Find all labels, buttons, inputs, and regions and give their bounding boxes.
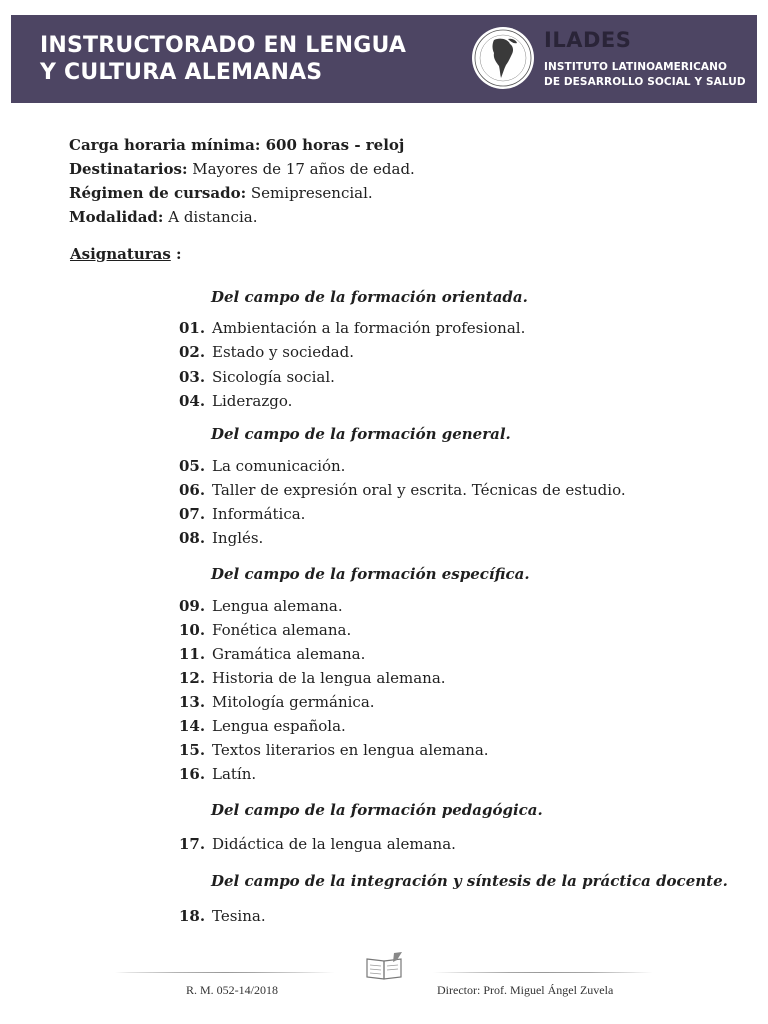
item-number: 16.: [179, 765, 206, 783]
detail-label: Destinatarios:: [69, 160, 188, 178]
list-item: [179, 457, 345, 475]
item-number: 06.: [179, 481, 206, 499]
list-item: [179, 765, 256, 783]
item-text: Lengua española.: [212, 717, 346, 735]
document-header: [11, 15, 757, 103]
item-number: 13.: [179, 693, 206, 711]
detail-line: [69, 205, 415, 229]
footer-divider-left: [115, 971, 335, 973]
item-text: La comunicación.: [212, 457, 346, 475]
brand-subtitle: [544, 60, 746, 90]
item-number: 07.: [179, 505, 206, 523]
item-text: Sicología social.: [212, 368, 335, 386]
item-text: Latín.: [212, 765, 257, 783]
list-item: [179, 669, 446, 687]
subjects-heading-colon: :: [170, 245, 182, 263]
detail-label: Modalidad:: [69, 208, 164, 226]
item-number: 08.: [179, 529, 206, 547]
list-item: [179, 741, 489, 759]
item-number: 04.: [179, 392, 206, 410]
list-item: [179, 368, 335, 386]
detail-label: Carga horaria mínima: 600 horas - reloj: [69, 136, 405, 154]
program-details: [69, 133, 415, 229]
list-item: [179, 319, 525, 337]
item-text: Inglés.: [212, 529, 264, 547]
detail-label: Régimen de cursado:: [69, 184, 247, 202]
item-number: 17.: [179, 835, 206, 853]
item-number: 10.: [179, 621, 206, 639]
item-text: Taller de expresión oral y escrita. Técnicas de estudio.: [212, 481, 626, 499]
list-item: [179, 343, 354, 361]
item-text: Liderazgo.: [212, 392, 293, 410]
section-title: Del campo de la formación pedagógica.: [211, 801, 543, 819]
list-item: [179, 621, 351, 639]
resolution-number: R. M. 052-14/2018: [186, 983, 279, 997]
list-item: [179, 645, 365, 663]
program-title-line-1: INSTRUCTORADO EN LENGUA: [40, 33, 407, 58]
item-number: 18.: [179, 907, 206, 925]
item-number: 14.: [179, 717, 206, 735]
section-title: Del campo de la formación general.: [211, 425, 511, 443]
item-text: Fonética alemana.: [212, 621, 352, 639]
item-text: Informática.: [212, 505, 306, 523]
brand-subtitle-line-1: INSTITUTO LATINOAMERICANO: [544, 61, 728, 73]
section-title: Del campo de la formación orientada.: [211, 288, 528, 306]
item-number: 15.: [179, 741, 206, 759]
item-number: 02.: [179, 343, 206, 361]
item-text: Textos literarios en lengua alemana.: [212, 741, 489, 759]
list-item: [179, 597, 343, 615]
item-text: Lengua alemana.: [212, 597, 343, 615]
director-credit: Director: Prof. Miguel Ángel Zuvela: [437, 983, 614, 997]
brand-name: ILADES: [544, 28, 632, 52]
item-number: 05.: [179, 457, 206, 475]
globe-americas-seal-icon: [472, 27, 534, 89]
program-title-line-2: Y CULTURA ALEMANAS: [40, 60, 323, 85]
list-item: [179, 481, 626, 499]
list-item: [179, 529, 263, 547]
item-text: Mitología germánica.: [212, 693, 375, 711]
list-item: [179, 392, 292, 410]
footer-divider-right: [433, 971, 653, 973]
subjects-heading-label: Asignaturas: [70, 245, 171, 263]
list-item: [179, 835, 456, 853]
item-number: 09.: [179, 597, 206, 615]
item-number: 01.: [179, 319, 206, 337]
item-number: 12.: [179, 669, 206, 687]
item-text: Gramática alemana.: [212, 645, 366, 663]
program-title: [40, 32, 406, 86]
detail-value: Semipresencial.: [246, 184, 373, 202]
item-text: Didáctica de la lengua alemana.: [212, 835, 456, 853]
detail-value: Mayores de 17 años de edad.: [187, 160, 415, 178]
open-book-quill-icon: [364, 951, 406, 987]
list-item: [179, 907, 266, 925]
item-number: 11.: [179, 645, 206, 663]
detail-value: A distancia.: [163, 208, 258, 226]
item-text: Tesina.: [212, 907, 266, 925]
section-title: Del campo de la integración y síntesis de la práctica docente.: [211, 872, 728, 890]
list-item: [179, 693, 375, 711]
detail-line: [69, 157, 415, 181]
item-text: Ambientación a la formación profesional.: [212, 319, 526, 337]
item-number: 03.: [179, 368, 206, 386]
detail-line: [69, 133, 415, 157]
item-text: Historia de la lengua alemana.: [212, 669, 446, 687]
item-text: Estado y sociedad.: [212, 343, 354, 361]
section-title: Del campo de la formación específica.: [211, 565, 530, 583]
subjects-heading: [70, 245, 182, 263]
brand-subtitle-line-2: DE DESARROLLO SOCIAL Y SALUD: [544, 76, 746, 88]
detail-line: [69, 181, 415, 205]
list-item: [179, 505, 305, 523]
list-item: [179, 717, 346, 735]
